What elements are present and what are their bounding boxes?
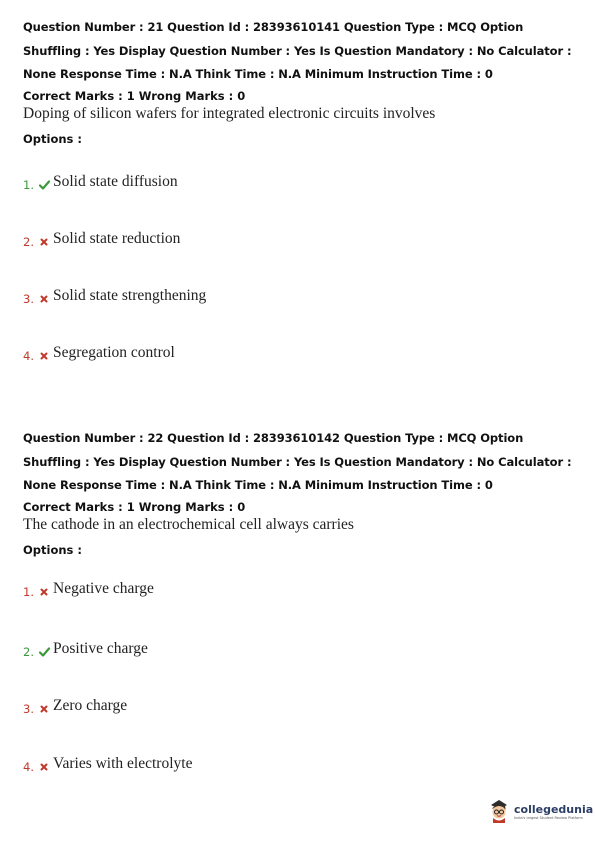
options-label: Options : — [23, 542, 82, 557]
option-number: 2. — [23, 645, 34, 659]
option-number: 1. — [23, 585, 34, 599]
option-text: Segregation control — [53, 344, 175, 361]
collegedunia-logo — [488, 797, 593, 827]
option-text: Solid state strengthening — [53, 287, 207, 304]
question-marks: Correct Marks : 1 Wrong Marks : 0 — [23, 88, 246, 103]
option-text: Zero charge — [53, 697, 128, 714]
question-text: Doping of silicon wafers for integrated electronic circuits involves — [23, 104, 436, 122]
question-marks: Correct Marks : 1 Wrong Marks : 0 — [23, 499, 246, 514]
cross-icon — [37, 585, 51, 599]
option-4 — [23, 341, 175, 365]
cross-icon — [37, 702, 51, 716]
cross-icon — [37, 349, 51, 363]
question-text: The cathode in an electrochemical cell always carries — [23, 515, 354, 533]
question-meta: Question Number : 22 Question Id : 28393610142 Question Type : MCQ Option Shuffling : Yes Display Question Number : Yes Is Question Mandatory : No Calculator : None Response Time : N.A Think Time : N.A Minimum Instruction Time : 0 — [23, 431, 572, 492]
question-22 — [23, 427, 578, 558]
option-number: 3. — [23, 702, 34, 716]
question-meta: Question Number : 21 Question Id : 28393610141 Question Type : MCQ Option Shuffling : Yes Display Question Number : Yes Is Question Mandatory : No Calculator : None Response Time : N.A Think Time : N.A Minimum Instruction Time : 0 — [23, 20, 572, 81]
option-3 — [23, 284, 206, 308]
option-text: Varies with electrolyte — [53, 755, 193, 772]
cross-icon — [37, 292, 51, 306]
option-text: Positive charge — [53, 640, 148, 657]
option-text: Negative charge — [53, 580, 154, 597]
option-number: 1. — [23, 178, 34, 192]
check-icon — [37, 645, 51, 659]
option-text: Solid state diffusion — [53, 173, 178, 190]
options-label: Options : — [23, 131, 82, 146]
option-2 — [23, 227, 180, 251]
mascot-icon — [488, 797, 510, 827]
option-1 — [23, 577, 154, 601]
cross-icon — [37, 760, 51, 774]
option-number: 4. — [23, 349, 34, 363]
option-3 — [23, 694, 127, 718]
question-21 — [23, 16, 578, 147]
check-icon — [37, 178, 51, 192]
option-1 — [23, 170, 178, 194]
logo-name: collegedunia — [514, 802, 594, 816]
logo-tagline: India's largest Student Review Platform — [514, 815, 583, 820]
option-2 — [23, 637, 148, 661]
option-number: 2. — [23, 235, 34, 249]
option-number: 4. — [23, 760, 34, 774]
option-text: Solid state reduction — [53, 230, 181, 247]
option-number: 3. — [23, 292, 34, 306]
cross-icon — [37, 235, 51, 249]
option-4 — [23, 752, 192, 776]
